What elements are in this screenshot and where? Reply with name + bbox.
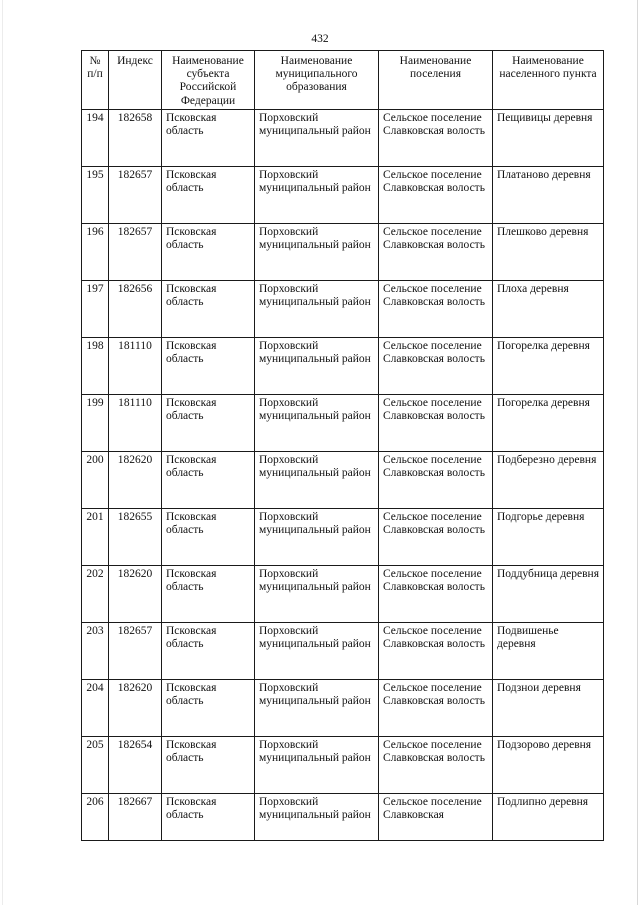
cell-municipality: Порховский муниципальный район [255,224,379,281]
cell-subject: Псковская область [162,338,255,395]
cell-settlement: Сельское поселение Славковская волость [379,680,493,737]
table-row [82,224,604,281]
cell-index: 181110 [109,338,162,395]
cell-locality: Погорелка деревня [493,338,604,395]
header-index: Индекс [109,51,162,110]
cell-num: 204 [82,680,109,737]
cell-locality: Плешково деревня [493,224,604,281]
table-row [82,167,604,224]
table-row [82,623,604,680]
cell-subject: Псковская область [162,224,255,281]
cell-num: 203 [82,623,109,680]
table-header-row [82,51,604,110]
table-row [82,509,604,566]
cell-locality: Плоха деревня [493,281,604,338]
cell-municipality: Порховский муниципальный район [255,623,379,680]
cell-num: 201 [82,509,109,566]
page-number: 432 [311,33,329,45]
cell-index: 182654 [109,737,162,794]
cell-index: 182656 [109,281,162,338]
cell-locality: Подгорье деревня [493,509,604,566]
cell-municipality: Порховский муниципальный район [255,566,379,623]
cell-num: 198 [82,338,109,395]
cell-num: 202 [82,566,109,623]
table-row [82,395,604,452]
cell-locality: Подвишенье деревня [493,623,604,680]
cell-settlement: Сельское поселение Славковская волость [379,224,493,281]
cell-locality: Пещивицы деревня [493,110,604,167]
cell-settlement: Сельское поселение Славковская волость [379,167,493,224]
table-row [82,281,604,338]
cell-settlement: Сельское поселение Славковская [379,794,493,841]
cell-index: 182667 [109,794,162,841]
cell-subject: Псковская область [162,566,255,623]
cell-subject: Псковская область [162,395,255,452]
cell-locality: Погорелка деревня [493,395,604,452]
cell-num: 206 [82,794,109,841]
cell-locality: Подберезно деревня [493,452,604,509]
cell-index: 182620 [109,452,162,509]
cell-index: 182657 [109,623,162,680]
cell-subject: Псковская область [162,167,255,224]
cell-municipality: Порховский муниципальный район [255,794,379,841]
cell-index: 182655 [109,509,162,566]
cell-subject: Псковская область [162,110,255,167]
cell-settlement: Сельское поселение Славковская волость [379,623,493,680]
header-subject: Наименование субъекта Российской Федерации [162,51,255,110]
table-row [82,680,604,737]
cell-settlement: Сельское поселение Славковская волость [379,110,493,167]
cell-num: 205 [82,737,109,794]
cell-municipality: Порховский муниципальный район [255,167,379,224]
table-row [82,566,604,623]
cell-index: 182657 [109,224,162,281]
cell-subject: Псковская область [162,737,255,794]
cell-settlement: Сельское поселение Славковская волость [379,338,493,395]
cell-locality: Подлипно деревня [493,794,604,841]
cell-num: 195 [82,167,109,224]
scan-edge-left [2,0,3,905]
cell-index: 182620 [109,566,162,623]
header-settlement: Наименование поселения [379,51,493,110]
cell-subject: Псковская область [162,452,255,509]
cell-municipality: Порховский муниципальный район [255,452,379,509]
header-municipality: Наименование муниципального образования [255,51,379,110]
table-row [82,338,604,395]
cell-municipality: Порховский муниципальный район [255,338,379,395]
cell-settlement: Сельское поселение Славковская волость [379,737,493,794]
cell-num: 196 [82,224,109,281]
cell-num: 197 [82,281,109,338]
cell-index: 182657 [109,167,162,224]
cell-index: 182620 [109,680,162,737]
header-num: № п/п [82,51,109,110]
table-row [82,794,604,841]
table-row [82,452,604,509]
cell-municipality: Порховский муниципальный район [255,509,379,566]
cell-settlement: Сельское поселение Славковская волость [379,281,493,338]
cell-index: 182658 [109,110,162,167]
locality-register-table [81,50,604,841]
cell-subject: Псковская область [162,680,255,737]
cell-num: 200 [82,452,109,509]
table-row [82,737,604,794]
header-locality: Наименование населенного пункта [493,51,604,110]
cell-subject: Псковская область [162,794,255,841]
cell-locality: Подзнои деревня [493,680,604,737]
cell-settlement: Сельское поселение Славковская волость [379,395,493,452]
cell-municipality: Порховский муниципальный район [255,737,379,794]
cell-locality: Платаново деревня [493,167,604,224]
cell-num: 194 [82,110,109,167]
cell-subject: Псковская область [162,509,255,566]
table-row [82,110,604,167]
cell-num: 199 [82,395,109,452]
cell-settlement: Сельское поселение Славковская волость [379,452,493,509]
cell-municipality: Порховский муниципальный район [255,395,379,452]
cell-subject: Псковская область [162,281,255,338]
cell-locality: Поддубница деревня [493,566,604,623]
scan-edge-right [637,0,638,905]
cell-subject: Псковская область [162,623,255,680]
cell-municipality: Порховский муниципальный район [255,281,379,338]
cell-settlement: Сельское поселение Славковская волость [379,566,493,623]
cell-index: 181110 [109,395,162,452]
cell-settlement: Сельское поселение Славковская волость [379,509,493,566]
cell-municipality: Порховский муниципальный район [255,110,379,167]
cell-municipality: Порховский муниципальный район [255,680,379,737]
cell-locality: Подзорово деревня [493,737,604,794]
